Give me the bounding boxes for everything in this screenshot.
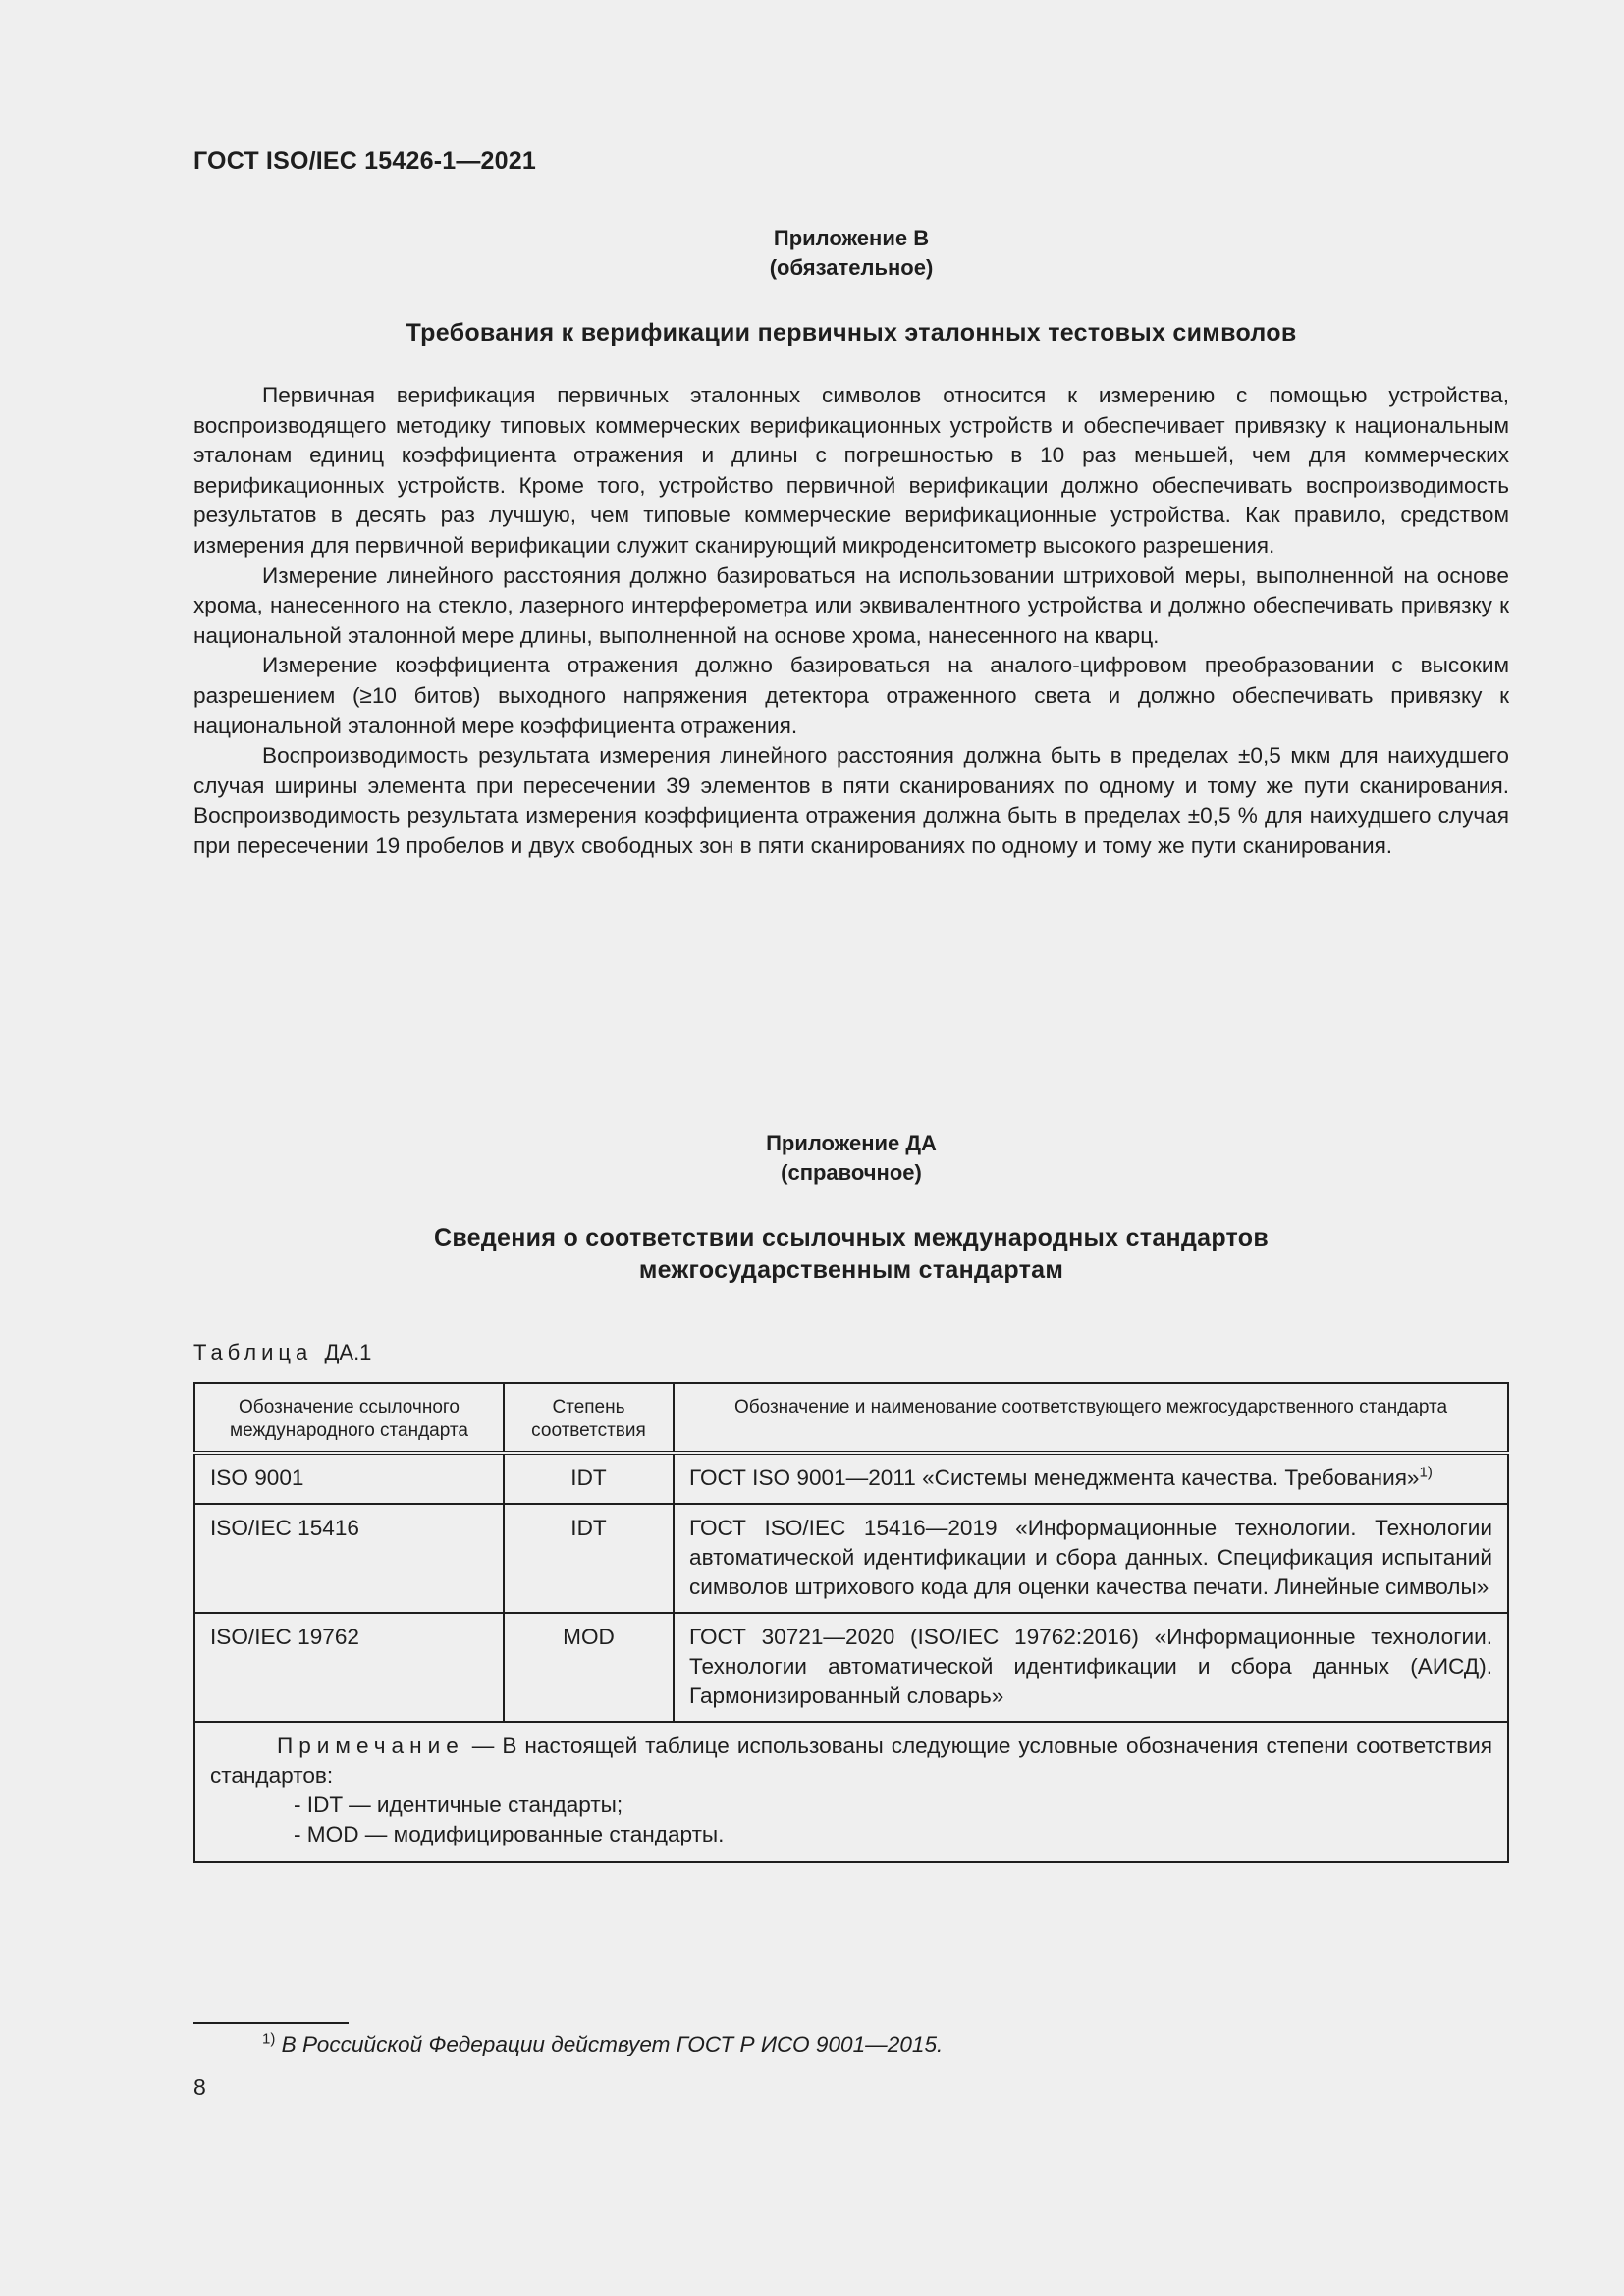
annex-b-heading [193, 224, 1509, 283]
cell-standard: ISO 9001 [194, 1453, 504, 1504]
footnote-text: В Российской Федерации действует ГОСТ Р ИСО 9001—2015. [281, 2032, 944, 2056]
footnote-reference: 1) [1419, 1464, 1433, 1481]
table-caption-number: ДА.1 [324, 1340, 372, 1364]
note-item-idt: - IDT — идентичные стандарты; [294, 1792, 623, 1817]
annex-b-status: (обязательное) [769, 255, 934, 280]
note-label: Примечание [277, 1734, 464, 1758]
cell-title [674, 1453, 1508, 1504]
paragraph: Измерение коэффициента отражения должно базироваться на аналого-цифровом преобразовании с высоким разрешением (≥10 битов) выходного напряжения детектора отраженного света и должно обеспечивать привязку к национальной эталонной мере коэффициента отражения. [193, 653, 1509, 738]
annex-da-heading [193, 1129, 1509, 1188]
table-row [194, 1613, 1508, 1722]
header-interstate-standard: Обозначение и наименование соответствующего межгосударственного стандарта [674, 1383, 1508, 1453]
annex-b-label: Приложение В [773, 226, 930, 250]
page-number: 8 [193, 2074, 206, 2100]
footnote [262, 2032, 943, 2057]
note-text: — В настоящей таблице использованы следующие условные обозначения степени соответствия стандартов: [210, 1734, 1492, 1788]
paragraph: Первичная верификация первичных эталонных символов относится к измерению с помощью устройства, воспроизводящего методику типовых коммерческих верификационных устройств и обеспечивает привязку к национальным эталонам единиц коэффициента отражения и длины с погрешностью в 10 раз меньшей, чем для коммерческих верификационных устройств. Кроме того, устройство первичной верификации должно обеспечивать воспроизводимость результатов в десять раз лучшую, чем типовые коммерческие верификационные устройства. Как правило, средством измерения для первичной верификации служит сканирующий микроденситометр высокого разрешения. [193, 383, 1509, 558]
table-caption-word: Таблица [193, 1340, 313, 1364]
note-intro [210, 1732, 1492, 1790]
cell-title: ГОСТ 30721—2020 (ISO/IEC 19762:2016) «Информационные технологии. Технологии автоматической идентификации и сбора данных (АИСД). Гармонизированный словарь» [674, 1613, 1508, 1722]
header-degree: Степень соответствия [504, 1383, 674, 1453]
document-code-header: ГОСТ ISO/IEC 15426-1—2021 [193, 147, 536, 175]
annex-da-title-line1: Сведения о соответствии ссылочных международных стандартов [433, 1224, 1270, 1252]
annex-da-status: (справочное) [781, 1160, 922, 1185]
footnote-mark: 1) [262, 2030, 276, 2048]
annex-b-title: Требования к верификации первичных эталонных тестовых символов [406, 319, 1297, 347]
cell-title: ГОСТ ISO/IEC 15416—2019 «Информационные технологии. Технологии автоматической идентификации и сбора данных. Спецификация испытаний символов штрихового кода для оценки качества печати. Линейные символы» [674, 1504, 1508, 1613]
note-item-mod: - MOD — модифицированные стандарты. [294, 1822, 725, 1846]
footnote-divider [193, 2022, 349, 2024]
table-note [194, 1722, 1508, 1862]
standards-correspondence-table [193, 1382, 1509, 1863]
cell-standard: ISO/IEC 19762 [194, 1613, 504, 1722]
cell-degree: IDT [504, 1504, 674, 1613]
cell-title-text: ГОСТ ISO 9001—2011 «Системы менеджмента качества. Требования» [689, 1466, 1420, 1490]
cell-degree: IDT [504, 1453, 674, 1504]
table-header-row [194, 1383, 1508, 1453]
table-row [194, 1453, 1508, 1504]
table-note-row [194, 1722, 1508, 1862]
paragraph: Воспроизводимость результата измерения линейного расстояния должна быть в пределах ±0,5 мкм для наихудшего случая ширины элемента при пересечении 39 элементов в пяти сканированиях по одному и тому же пути сканирования. Воспроизводимость результата измерения коэффициента отражения должна быть в пределах ±0,5 % для наихудшего случая при пересечении 19 пробелов и двух свободных зон в пяти сканированиях по одному и тому же пути сканирования. [193, 743, 1509, 858]
table-row [194, 1504, 1508, 1613]
header-international-standard: Обозначение ссылочного международного стандарта [194, 1383, 504, 1453]
annex-da-title [193, 1222, 1509, 1287]
annex-da-title-line2: межгосударственным стандартам [638, 1256, 1064, 1284]
annex-b-body [193, 381, 1509, 862]
cell-degree: MOD [504, 1613, 674, 1722]
cell-standard: ISO/IEC 15416 [194, 1504, 504, 1613]
paragraph: Измерение линейного расстояния должно базироваться на использовании штриховой меры, выполненной на основе хрома, нанесенного на стекло, лазерного интерферометра или эквивалентного устройства и должно обеспечивать привязку к национальной эталонной мере длины, выполненной на основе хрома, нанесенного на кварц. [193, 562, 1509, 648]
table-caption [193, 1340, 371, 1365]
annex-da-label: Приложение ДА [766, 1131, 937, 1155]
